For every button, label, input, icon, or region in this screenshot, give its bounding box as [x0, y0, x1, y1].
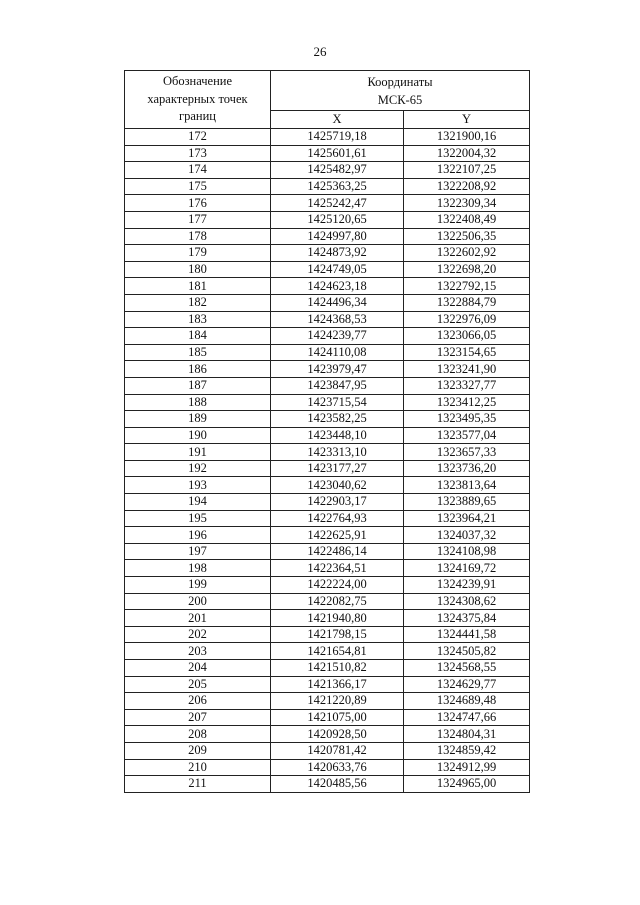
y-coordinate-cell: 1323241,90 [404, 361, 530, 378]
group-line: МСК-65 [377, 92, 423, 107]
y-column-header: Y [404, 111, 530, 129]
point-id-cell: 174 [125, 162, 271, 179]
y-coordinate-cell: 1323657,33 [404, 444, 530, 461]
y-coordinate-cell: 1323889,65 [404, 494, 530, 511]
table-row [125, 311, 530, 328]
y-coordinate-cell: 1322208,92 [404, 178, 530, 195]
table-row [125, 577, 530, 594]
x-coordinate-cell: 1423448,10 [271, 427, 404, 444]
x-coordinate-cell: 1423040,62 [271, 477, 404, 494]
point-id-cell: 176 [125, 195, 271, 212]
table-row [125, 494, 530, 511]
coordinates-group-header [271, 71, 530, 111]
y-coordinate-cell: 1323412,25 [404, 394, 530, 411]
y-coordinate-cell: 1324108,98 [404, 543, 530, 560]
table-row [125, 162, 530, 179]
table-row [125, 261, 530, 278]
y-coordinate-cell: 1322309,34 [404, 195, 530, 212]
point-id-cell: 186 [125, 361, 271, 378]
table-row [125, 228, 530, 245]
table-row [125, 344, 530, 361]
point-id-cell: 182 [125, 294, 271, 311]
point-id-cell: 205 [125, 676, 271, 693]
table-row [125, 211, 530, 228]
table-header-row [125, 71, 530, 111]
y-coordinate-cell: 1323327,77 [404, 377, 530, 394]
x-coordinate-cell: 1420781,42 [271, 742, 404, 759]
x-coordinate-cell: 1423979,47 [271, 361, 404, 378]
x-coordinate-cell: 1425482,97 [271, 162, 404, 179]
table-row [125, 709, 530, 726]
y-coordinate-cell: 1324912,99 [404, 759, 530, 776]
point-id-cell: 206 [125, 693, 271, 710]
y-coordinate-cell: 1324689,48 [404, 693, 530, 710]
x-coordinate-cell: 1423847,95 [271, 377, 404, 394]
y-coordinate-cell: 1323066,05 [404, 328, 530, 345]
point-id-cell: 175 [125, 178, 271, 195]
point-id-cell: 180 [125, 261, 271, 278]
point-id-cell: 204 [125, 660, 271, 677]
point-id-cell: 207 [125, 709, 271, 726]
x-column-header: X [271, 111, 404, 129]
point-id-cell: 211 [125, 776, 271, 793]
table-row [125, 610, 530, 627]
table-row [125, 460, 530, 477]
table-row [125, 560, 530, 577]
x-coordinate-cell: 1421366,17 [271, 676, 404, 693]
point-label-line: характерных точек [147, 91, 248, 106]
x-coordinate-cell: 1425242,47 [271, 195, 404, 212]
point-id-cell: 178 [125, 228, 271, 245]
y-coordinate-cell: 1324239,91 [404, 577, 530, 594]
x-coordinate-cell: 1422625,91 [271, 527, 404, 544]
y-coordinate-cell: 1324859,42 [404, 742, 530, 759]
table-row [125, 245, 530, 262]
table-row [125, 593, 530, 610]
table-row [125, 776, 530, 793]
x-coordinate-cell: 1423715,54 [271, 394, 404, 411]
x-coordinate-cell: 1423582,25 [271, 411, 404, 428]
table-row [125, 742, 530, 759]
x-coordinate-cell: 1425120,65 [271, 211, 404, 228]
table-row [125, 660, 530, 677]
y-coordinate-cell: 1324629,77 [404, 676, 530, 693]
x-coordinate-cell: 1420633,76 [271, 759, 404, 776]
x-coordinate-cell: 1424496,34 [271, 294, 404, 311]
x-coordinate-cell: 1424623,18 [271, 278, 404, 295]
y-coordinate-cell: 1324308,62 [404, 593, 530, 610]
table-row [125, 394, 530, 411]
table-row [125, 178, 530, 195]
y-coordinate-cell: 1324169,72 [404, 560, 530, 577]
point-id-cell: 190 [125, 427, 271, 444]
table-row [125, 693, 530, 710]
table-row [125, 328, 530, 345]
point-id-cell: 198 [125, 560, 271, 577]
y-coordinate-cell: 1322408,49 [404, 211, 530, 228]
point-id-cell: 184 [125, 328, 271, 345]
table-row [125, 129, 530, 146]
y-coordinate-cell: 1322792,15 [404, 278, 530, 295]
table-row [125, 726, 530, 743]
table-row [125, 361, 530, 378]
y-coordinate-cell: 1324037,32 [404, 527, 530, 544]
point-id-cell: 196 [125, 527, 271, 544]
x-coordinate-cell: 1420928,50 [271, 726, 404, 743]
point-id-cell: 192 [125, 460, 271, 477]
y-coordinate-cell: 1322107,25 [404, 162, 530, 179]
table-row [125, 411, 530, 428]
x-coordinate-cell: 1425601,61 [271, 145, 404, 162]
point-id-cell: 209 [125, 742, 271, 759]
table-row [125, 643, 530, 660]
point-label-line: Обозначение [162, 74, 233, 89]
point-id-cell: 191 [125, 444, 271, 461]
point-id-cell: 193 [125, 477, 271, 494]
table-row [125, 510, 530, 527]
y-coordinate-cell: 1324441,58 [404, 626, 530, 643]
table-row [125, 145, 530, 162]
group-line: Координаты [367, 75, 433, 89]
point-id-cell: 200 [125, 593, 271, 610]
y-coordinate-cell: 1321900,16 [404, 129, 530, 146]
y-coordinate-cell: 1322976,09 [404, 311, 530, 328]
y-coordinate-cell: 1322004,32 [404, 145, 530, 162]
x-coordinate-cell: 1422082,75 [271, 593, 404, 610]
point-id-cell: 189 [125, 411, 271, 428]
x-coordinate-cell: 1421654,81 [271, 643, 404, 660]
table-row [125, 377, 530, 394]
table-row [125, 294, 530, 311]
y-coordinate-cell: 1322506,35 [404, 228, 530, 245]
table-row [125, 477, 530, 494]
point-id-cell: 197 [125, 543, 271, 560]
y-coordinate-cell: 1322884,79 [404, 294, 530, 311]
point-label-line: границ [179, 109, 216, 124]
x-coordinate-cell: 1425363,25 [271, 178, 404, 195]
table-row [125, 427, 530, 444]
point-id-cell: 199 [125, 577, 271, 594]
y-coordinate-cell: 1322602,92 [404, 245, 530, 262]
table-row [125, 759, 530, 776]
x-coordinate-cell: 1420485,56 [271, 776, 404, 793]
point-id-cell: 185 [125, 344, 271, 361]
point-id-cell: 177 [125, 211, 271, 228]
x-coordinate-cell: 1423177,27 [271, 460, 404, 477]
x-coordinate-cell: 1424368,53 [271, 311, 404, 328]
y-coordinate-cell: 1324375,84 [404, 610, 530, 627]
point-id-cell: 172 [125, 129, 271, 146]
y-coordinate-cell: 1323813,64 [404, 477, 530, 494]
x-coordinate-cell: 1421940,80 [271, 610, 404, 627]
y-coordinate-cell: 1324568,55 [404, 660, 530, 677]
table-row [125, 626, 530, 643]
point-id-cell: 203 [125, 643, 271, 660]
y-coordinate-cell: 1323154,65 [404, 344, 530, 361]
table-row [125, 527, 530, 544]
y-coordinate-cell: 1324804,31 [404, 726, 530, 743]
y-coordinate-cell: 1323495,35 [404, 411, 530, 428]
point-id-cell: 188 [125, 394, 271, 411]
y-coordinate-cell: 1323736,20 [404, 460, 530, 477]
x-coordinate-cell: 1421075,00 [271, 709, 404, 726]
x-coordinate-cell: 1424997,80 [271, 228, 404, 245]
point-id-cell: 210 [125, 759, 271, 776]
y-coordinate-cell: 1322698,20 [404, 261, 530, 278]
point-id-cell: 173 [125, 145, 271, 162]
point-id-cell: 179 [125, 245, 271, 262]
table-row [125, 543, 530, 560]
x-coordinate-cell: 1422764,93 [271, 510, 404, 527]
point-id-cell: 202 [125, 626, 271, 643]
x-coordinate-cell: 1422364,51 [271, 560, 404, 577]
x-coordinate-cell: 1422224,00 [271, 577, 404, 594]
point-id-cell: 187 [125, 377, 271, 394]
x-coordinate-cell: 1422486,14 [271, 543, 404, 560]
y-coordinate-cell: 1324747,66 [404, 709, 530, 726]
coordinates-table [124, 70, 530, 793]
point-id-cell: 181 [125, 278, 271, 295]
table-row [125, 676, 530, 693]
table-row [125, 195, 530, 212]
x-coordinate-cell: 1423313,10 [271, 444, 404, 461]
x-coordinate-cell: 1421510,82 [271, 660, 404, 677]
table-body [125, 129, 530, 793]
point-label-header [125, 71, 271, 129]
y-coordinate-cell: 1324505,82 [404, 643, 530, 660]
x-coordinate-cell: 1425719,18 [271, 129, 404, 146]
y-coordinate-cell: 1324965,00 [404, 776, 530, 793]
x-coordinate-cell: 1424110,08 [271, 344, 404, 361]
x-coordinate-cell: 1421220,89 [271, 693, 404, 710]
point-id-cell: 183 [125, 311, 271, 328]
table-row [125, 444, 530, 461]
page-number: 26 [313, 44, 327, 59]
y-coordinate-cell: 1323964,21 [404, 510, 530, 527]
x-coordinate-cell: 1424749,05 [271, 261, 404, 278]
x-coordinate-cell: 1422903,17 [271, 494, 404, 511]
point-id-cell: 201 [125, 610, 271, 627]
x-coordinate-cell: 1424873,92 [271, 245, 404, 262]
y-coordinate-cell: 1323577,04 [404, 427, 530, 444]
point-id-cell: 208 [125, 726, 271, 743]
point-id-cell: 194 [125, 494, 271, 511]
x-coordinate-cell: 1424239,77 [271, 328, 404, 345]
x-coordinate-cell: 1421798,15 [271, 626, 404, 643]
table-row [125, 278, 530, 295]
point-id-cell: 195 [125, 510, 271, 527]
